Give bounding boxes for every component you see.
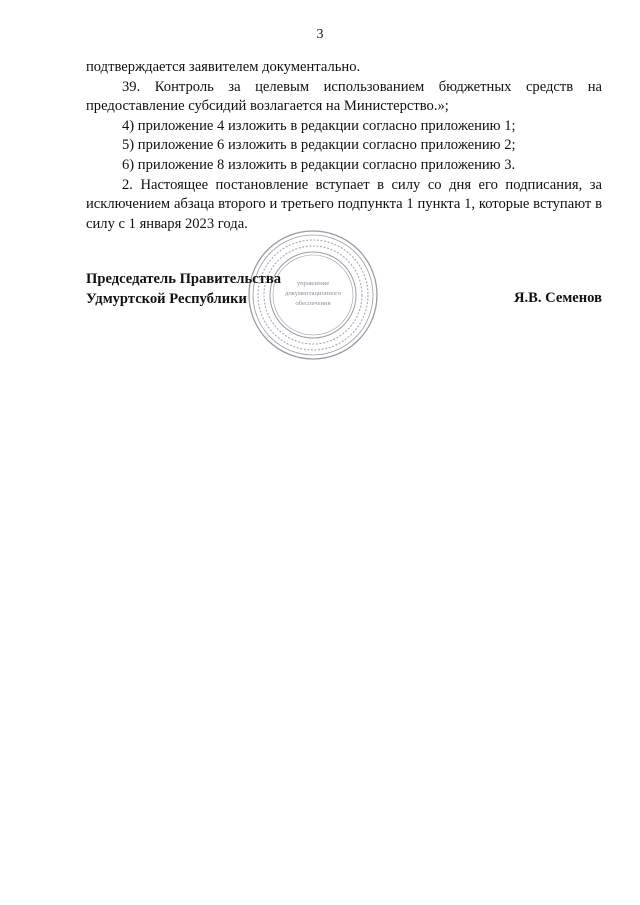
signer-title-line-2: Удмуртской Республики bbox=[86, 290, 247, 307]
signer-name: Я.В. Семенов bbox=[513, 290, 602, 306]
paragraph-item-4: 4) приложение 4 изложить в редакции согласно приложению 1; bbox=[122, 117, 516, 134]
paragraph-item-6: 6) приложение 8 изложить в редакции согласно приложению 3. bbox=[122, 156, 516, 173]
paragraph-effective-date: 2. Настоящее постановление вступает в силу со дня его подписания, за исключением абзаца второго и третьего подпункта 1 пункта 1, которые вступают в силу с 1 января 2023 года. bbox=[86, 176, 602, 232]
paragraph-item-5: 5) приложение 6 изложить в редакции согласно приложению 2; bbox=[122, 137, 516, 154]
paragraph-item-39: 39. Контроль за целевым использованием бюджетных средств на предоставление субсидий возлагается на Министерство.»; bbox=[86, 78, 602, 115]
seal-text-line-3: обеспечения bbox=[295, 300, 331, 307]
signer-title-line-1: Председатель Правительства bbox=[86, 271, 282, 287]
seal-text-line-1: управление bbox=[296, 280, 330, 287]
paragraph-continuation: подтверждается заявителем документально. bbox=[86, 59, 361, 75]
document-body bbox=[86, 58, 602, 234]
seal-text-line-2: документационного bbox=[284, 290, 342, 297]
page-number: 3 bbox=[316, 27, 324, 42]
